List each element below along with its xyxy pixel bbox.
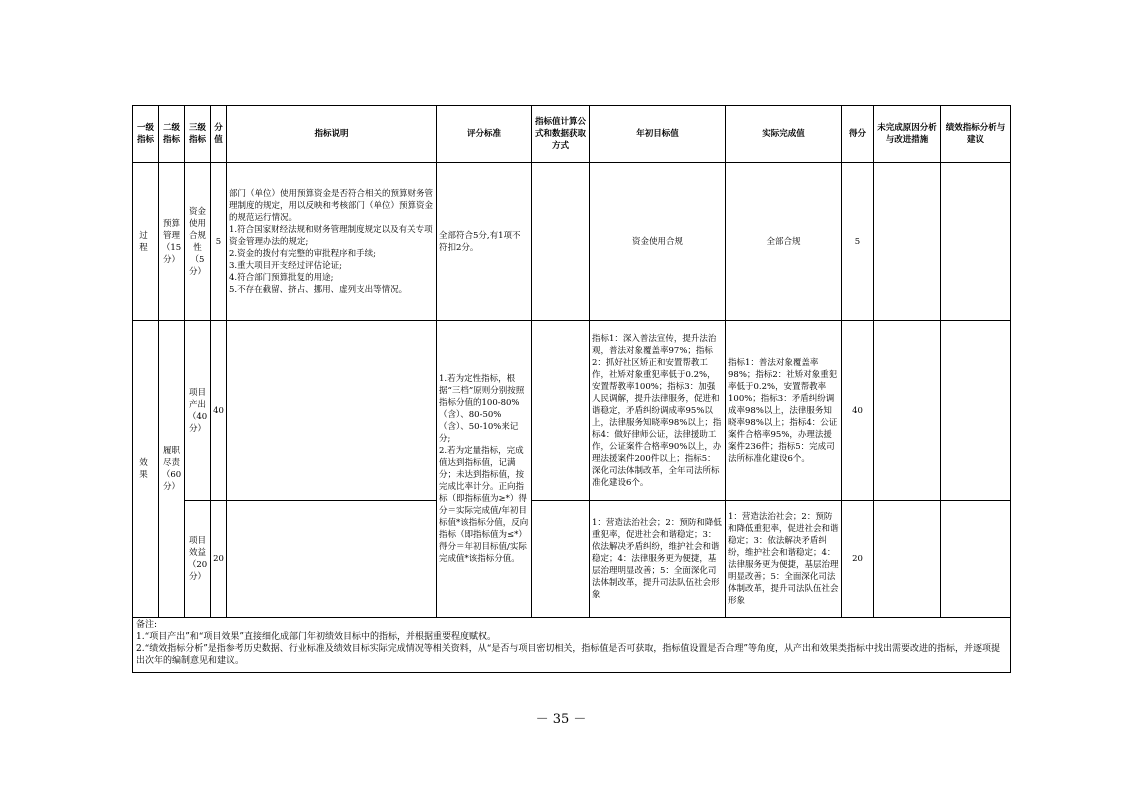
output-formula — [532, 321, 590, 501]
header-score: 得分 — [842, 106, 874, 163]
output-level3: 项目产出（40分） — [185, 321, 211, 501]
header-description: 指标说明 — [227, 106, 437, 163]
process-target: 资金使用合规 — [590, 163, 726, 321]
effect-level1: 效果 — [133, 321, 159, 618]
process-level2: 预算管理（15分） — [159, 163, 185, 321]
notes-row — [133, 618, 1011, 673]
effect-level2: 履职尽责（60分） — [159, 321, 185, 618]
output-reason — [874, 321, 941, 501]
notes-line-2: 2.“绩效指标分析”是指参考历史数据、行业标准及绩效目标实际完成情况等相关资料，从“是否与项目密切相关，指标值是否可获取，指标值设置是否合理”等角度，从产出和效果类指标中找出需要改进的指标，并逐项提出次年的编制意见和建议。 — [136, 644, 1000, 666]
output-value: 40 — [211, 321, 227, 501]
notes-cell — [133, 618, 1011, 673]
header-score-value: 分值 — [211, 106, 227, 163]
effect-scoring — [437, 321, 532, 618]
benefit-value: 20 — [211, 501, 227, 618]
header-level2: 二级指标 — [159, 106, 185, 163]
output-description — [227, 321, 437, 501]
process-description-line: 5.不存在截留、挤占、挪用、虚列支出等情况。 — [229, 284, 408, 295]
process-level1: 过程 — [133, 163, 159, 321]
header-formula: 指标值计算公式和数据获取方式 — [532, 106, 590, 163]
process-row — [133, 163, 1011, 321]
benefit-analysis — [941, 501, 1011, 618]
header-target: 年初目标值 — [590, 106, 726, 163]
process-description-line: 2.资金的拨付有完整的审批程序和手续; — [229, 248, 376, 259]
output-target: 指标1：深入普法宣传，提升法治观，普法对象覆盖率97%；指标2：抓好社区矫正和安置帮教工作，社矫对象重犯率低于0.2%，安置帮教率100%；指标3：加强人民调解，提升法律服务，促进和谐稳定，矛盾纠纷调成率95%以上，法律服务知晓率98%以上；指标4：做好律师公证，法律援助工作，公证案件合格率90%以上，办理法援案件200件以上；指标5：深化司法体制改革，全年司法所标准化建设6个。 — [590, 321, 726, 501]
process-analysis — [941, 163, 1011, 321]
process-description-line: 3.重大项目开支经过评估论证; — [229, 260, 342, 271]
header-row — [133, 106, 1011, 163]
process-scoring: 全部符合5分,有1项不符扣2分。 — [437, 163, 532, 321]
process-actual: 全部合规 — [726, 163, 842, 321]
header-level3: 三级指标 — [185, 106, 211, 163]
benefit-target: 1：营造法治社会；2：预防和降低重犯率，促进社会和谐稳定；3：依法解决矛盾纠纷，维护社会和谐稳定；4：法律服务更为便捷，基层治理明显改善；5：全面深化司法体制改革，提升司法队伍社会形象 — [590, 501, 726, 618]
process-formula — [532, 163, 590, 321]
process-description — [227, 163, 437, 321]
process-level3: 资金使用合规性（5分） — [185, 163, 211, 321]
header-analysis: 绩效指标分析与建议 — [941, 106, 1011, 163]
benefit-formula — [532, 501, 590, 618]
header-scoring-standard: 评分标准 — [437, 106, 532, 163]
benefit-description — [227, 501, 437, 618]
notes-title: 备注: — [136, 620, 158, 630]
performance-table — [132, 105, 1011, 673]
effect-output-row — [133, 321, 1011, 501]
effect-benefit-row — [133, 501, 1011, 618]
header-level1: 一级指标 — [133, 106, 159, 163]
header-actual: 实际完成值 — [726, 106, 842, 163]
output-score: 40 — [842, 321, 874, 501]
output-actual: 指标1：普法对象覆盖率98%；指标2：社矫对象重犯率低于0.2%，安置帮教率100%；指标3：矛盾纠纷调成率98%以上，法律服务知晓率98%以上；指标4：公证案件合格率95%，办理法援案件236件；指标5：完成司法所标准化建设6个。 — [726, 321, 842, 501]
page-number: － 35 － — [535, 712, 587, 727]
benefit-actual: 1：营造法治社会；2：预防和降低重犯率，促进社会和谐稳定；3：依法解决矛盾纠纷，维护社会和谐稳定；4：法律服务更为便捷，基层治理明显改善；5：全面深化司法体制改革，提升司法队伍社会形象 — [726, 501, 842, 618]
process-value: 5 — [211, 163, 227, 321]
header-reason: 未完成原因分析与改进措施 — [874, 106, 941, 163]
effect-scoring-line: 2.若为定量指标，完成值达到指标值，记满分；未达到指标值，按完成比率计分。正向指标（即指标值为≥*）得分＝实际完成值/年初目标值*该指标分值，反向指标（即指标值为≤*）得分＝年初目标值/实际完成值*该指标分值。 — [439, 446, 529, 564]
effect-scoring-line: 1.若为定性指标，根据“三档”原则分别按照指标分值的100-80%（含）、80-50%（含）、50-10%来记分; — [439, 374, 525, 444]
benefit-reason — [874, 501, 941, 618]
benefit-score: 20 — [842, 501, 874, 618]
process-score: 5 — [842, 163, 874, 321]
output-analysis — [941, 321, 1011, 501]
process-description-line: 4.符合部门预算批复的用途; — [229, 272, 334, 283]
notes-line-1: 1.“项目产出”和“项目效果”直接细化成部门年初绩效目标中的指标，并根据重要程度赋权。 — [136, 632, 496, 642]
process-reason — [874, 163, 941, 321]
process-description-line: 部门（单位）使用预算资金是否符合相关的预算财务管理制度的规定，用以反映和考核部门（单位）预算资金的规范运行情况。 — [229, 188, 434, 223]
process-description-line: 1.符合国家财经法规和财务管理制度规定以及有关专项资金管理办法的规定; — [229, 224, 433, 247]
benefit-level3: 项目效益（20分） — [185, 501, 211, 618]
